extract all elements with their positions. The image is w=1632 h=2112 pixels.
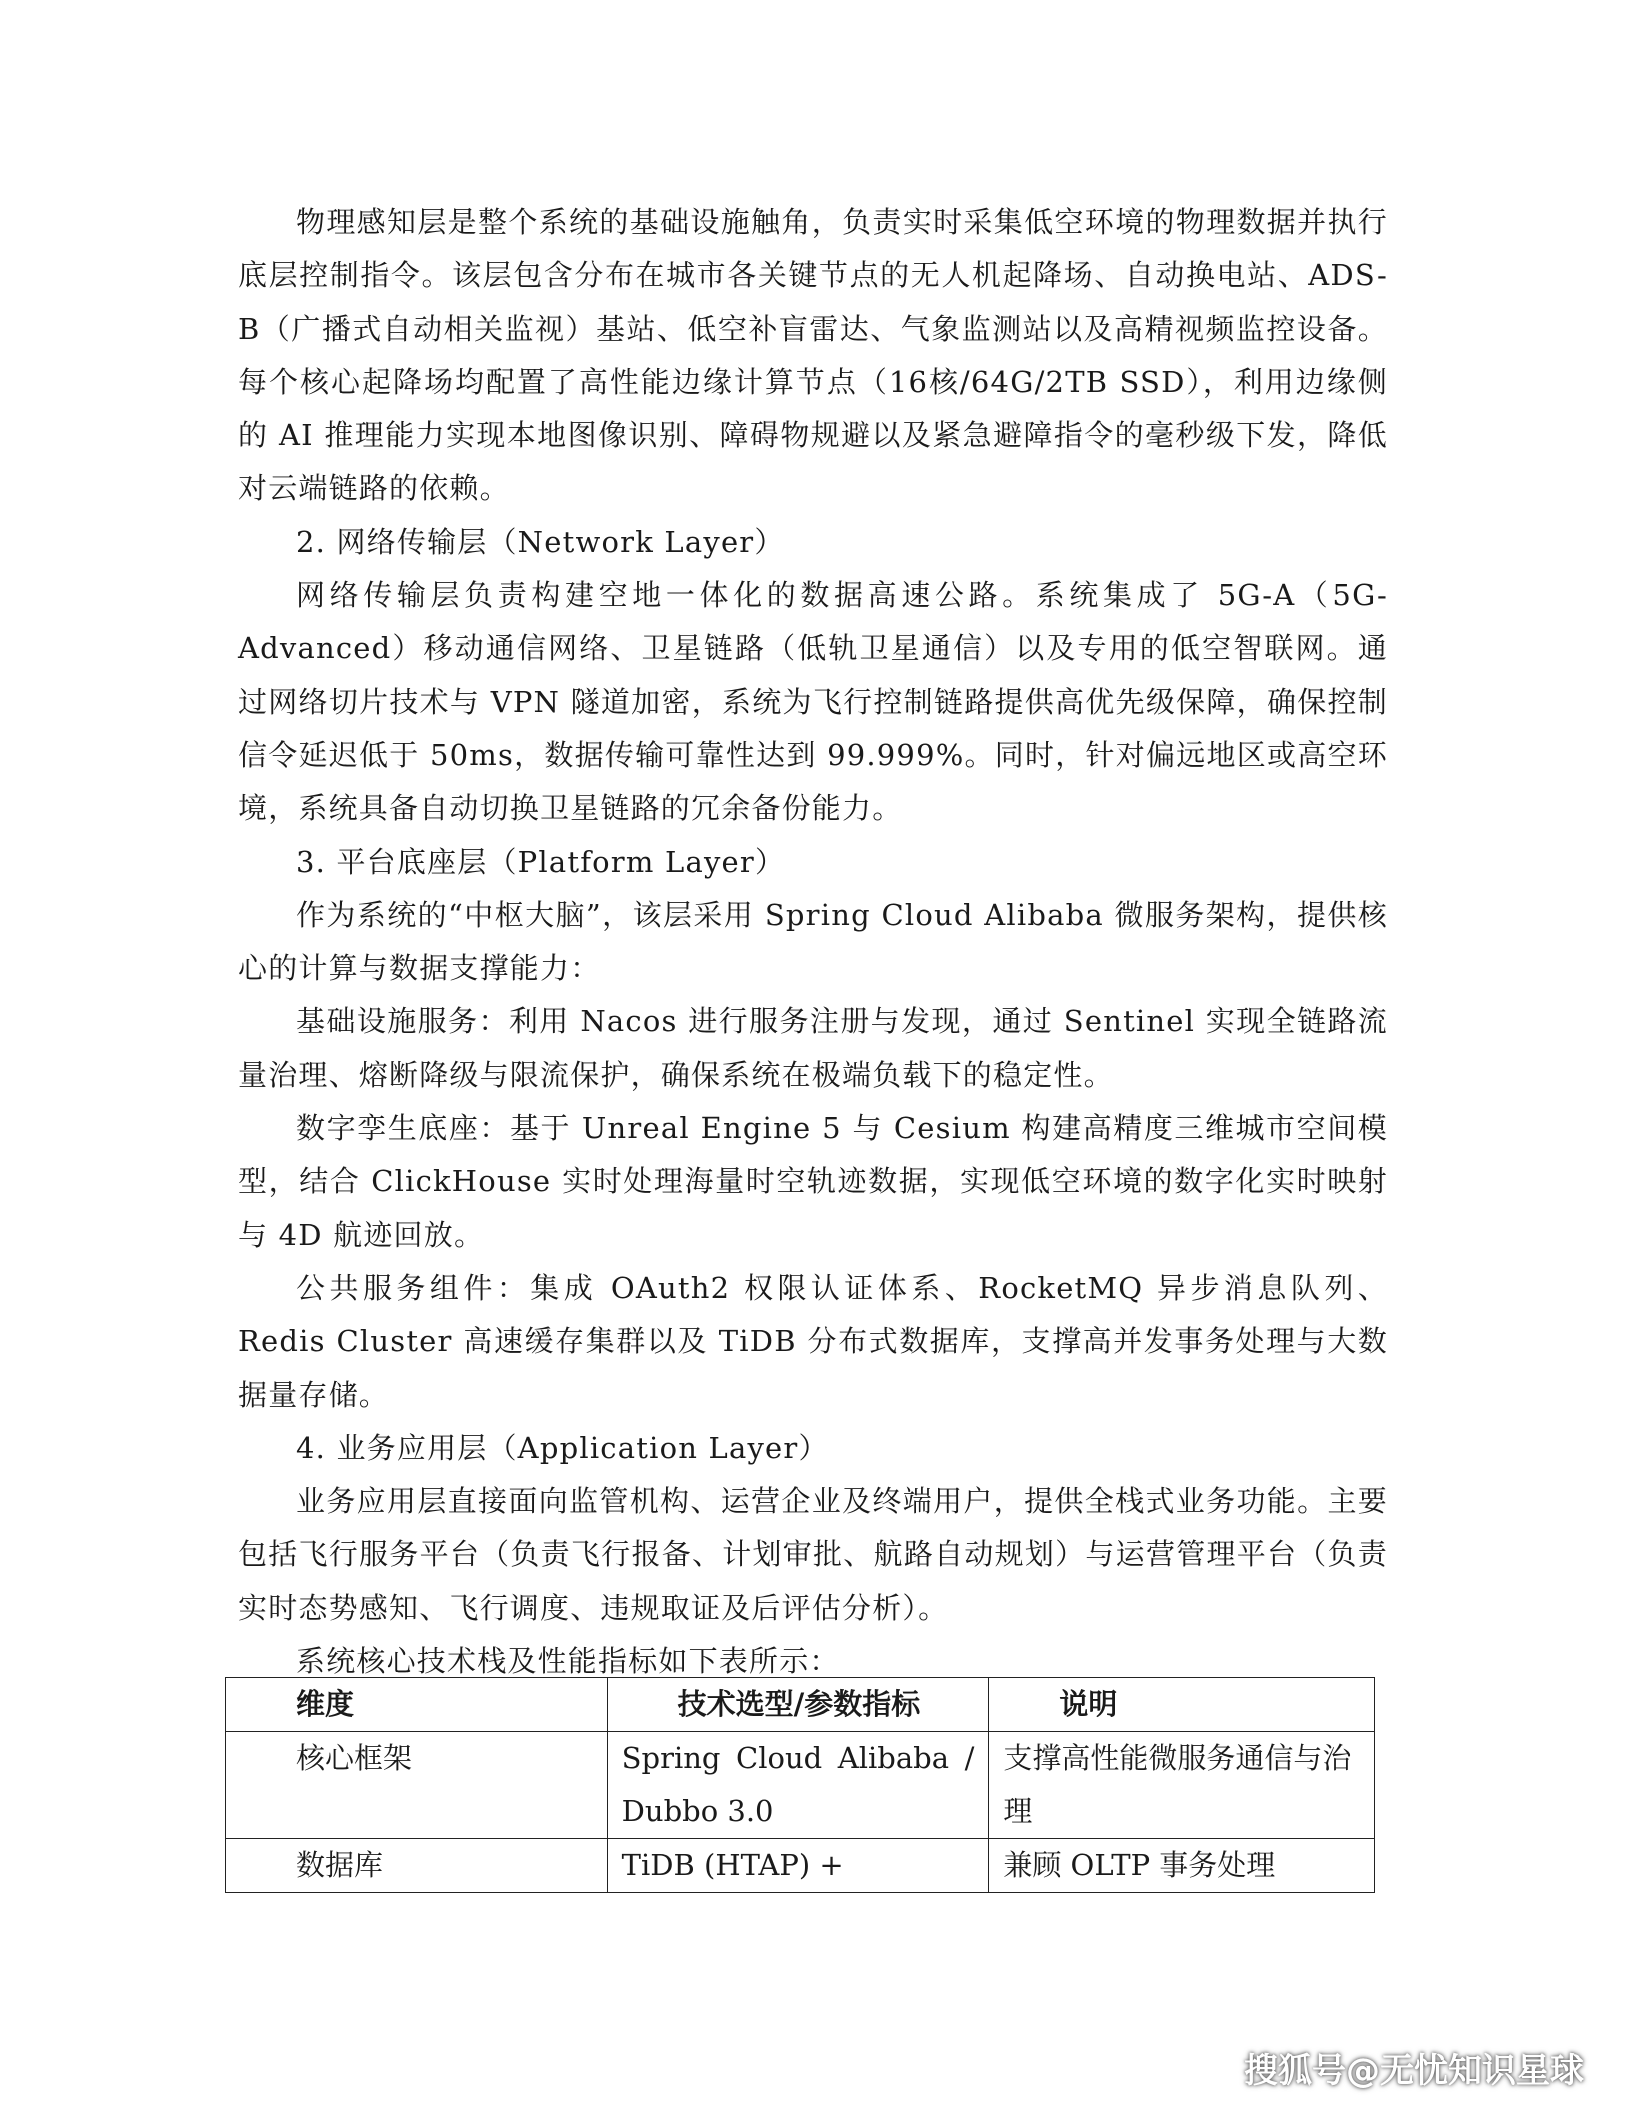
paragraph-application-layer: 业务应用层直接面向监管机构、运营企业及终端用户，提供全栈式业务功能。主要包括飞行服务平台（负责飞行报备、计划审批、航路自动规划）与运营管理平台（负责实时态势感知、飞行调度、违规取证及后评估分析）。 xyxy=(238,1484,1388,1625)
table-header-cell: 维度 xyxy=(226,1678,608,1732)
table-cell: 核心框架 xyxy=(226,1732,608,1839)
paragraph-public-services: 公共服务组件：集成 OAuth2 权限认证体系、RocketMQ 异步消息队列、Redis Cluster 高速缓存集群以及 TiDB 分布式数据库，支撑高并发事务处理与大数据量存储。 xyxy=(238,1270,1388,1412)
paragraph-network-layer: 网络传输层负责构建空地一体化的数据高速公路。系统集成了 5G-A（5G-Advanced）移动通信网络、卫星链路（低轨卫星通信）以及专用的低空智联网。通过网络切片技术与 VPN 隧道加密，系统为飞行控制链路提供高优先级保障，确保控制信令延迟低于 50ms，数据传输可靠性达到 99.999%。同时，针对偏远地区或高空环境，系统具备自动切换卫星链路的冗余备份能力。 xyxy=(238,578,1388,826)
table-header-row xyxy=(226,1678,1375,1732)
table-row xyxy=(226,1732,1375,1839)
tech-stack-table xyxy=(225,1677,1375,1893)
paragraph-physical-layer: 物理感知层是整个系统的基础设施触角，负责实时采集低空环境的物理数据并执行底层控制指令。该层包含分布在城市各关键节点的无人机起降场、自动换电站、ADS-B（广播式自动相关监视）基站、低空补盲雷达、气象监测站以及高精视频监控设备。每个核心起降场均配置了高性能边缘计算节点（16核/64G/2TB SSD），利用边缘侧的 AI 推理能力实现本地图像识别、障碍物规避以及紧急避障指令的毫秒级下发，降低对云端链路的依赖。 xyxy=(238,205,1388,506)
paragraph-digital-twin: 数字孪生底座：基于 Unreal Engine 5 与 Cesium 构建高精度三维城市空间模型，结合 ClickHouse 实时处理海量时空轨迹数据，实现低空环境的数字化实时映射与 4D 航迹回放。 xyxy=(238,1111,1388,1252)
table-cell: 兼顾 OLTP 事务处理 xyxy=(989,1839,1375,1893)
table-cell: Spring Cloud Alibaba / Dubbo 3.0 xyxy=(607,1732,989,1839)
heading-application-layer: 4. 业务应用层（Application Layer） xyxy=(296,1430,829,1465)
table-header-cell: 技术选型/参数指标 xyxy=(607,1678,989,1732)
paragraph-platform-intro: 作为系统的“中枢大脑”，该层采用 Spring Cloud Alibaba 微服务架构，提供核心的计算与数据支撑能力： xyxy=(238,897,1388,986)
heading-network-layer: 2. 网络传输层（Network Layer） xyxy=(296,524,785,559)
table-caption: 系统核心技术栈及性能指标如下表所示： xyxy=(296,1644,840,1679)
table-row xyxy=(226,1839,1375,1893)
table-cell: 数据库 xyxy=(226,1839,608,1893)
table-header-cell: 说明 xyxy=(989,1678,1375,1732)
document-body xyxy=(238,196,1388,1688)
table-cell: 支撑高性能微服务通信与治理 xyxy=(989,1732,1375,1839)
watermark: 搜狐号@无忧知识星球 xyxy=(1244,2051,1584,2091)
heading-platform-layer: 3. 平台底座层（Platform Layer） xyxy=(296,844,786,879)
table-cell: TiDB (HTAP) + xyxy=(607,1839,989,1893)
paragraph-infrastructure-services: 基础设施服务：利用 Nacos 进行服务注册与发现，通过 Sentinel 实现全链路流量治理、熔断降级与限流保护，确保系统在极端负载下的稳定性。 xyxy=(238,1004,1388,1092)
